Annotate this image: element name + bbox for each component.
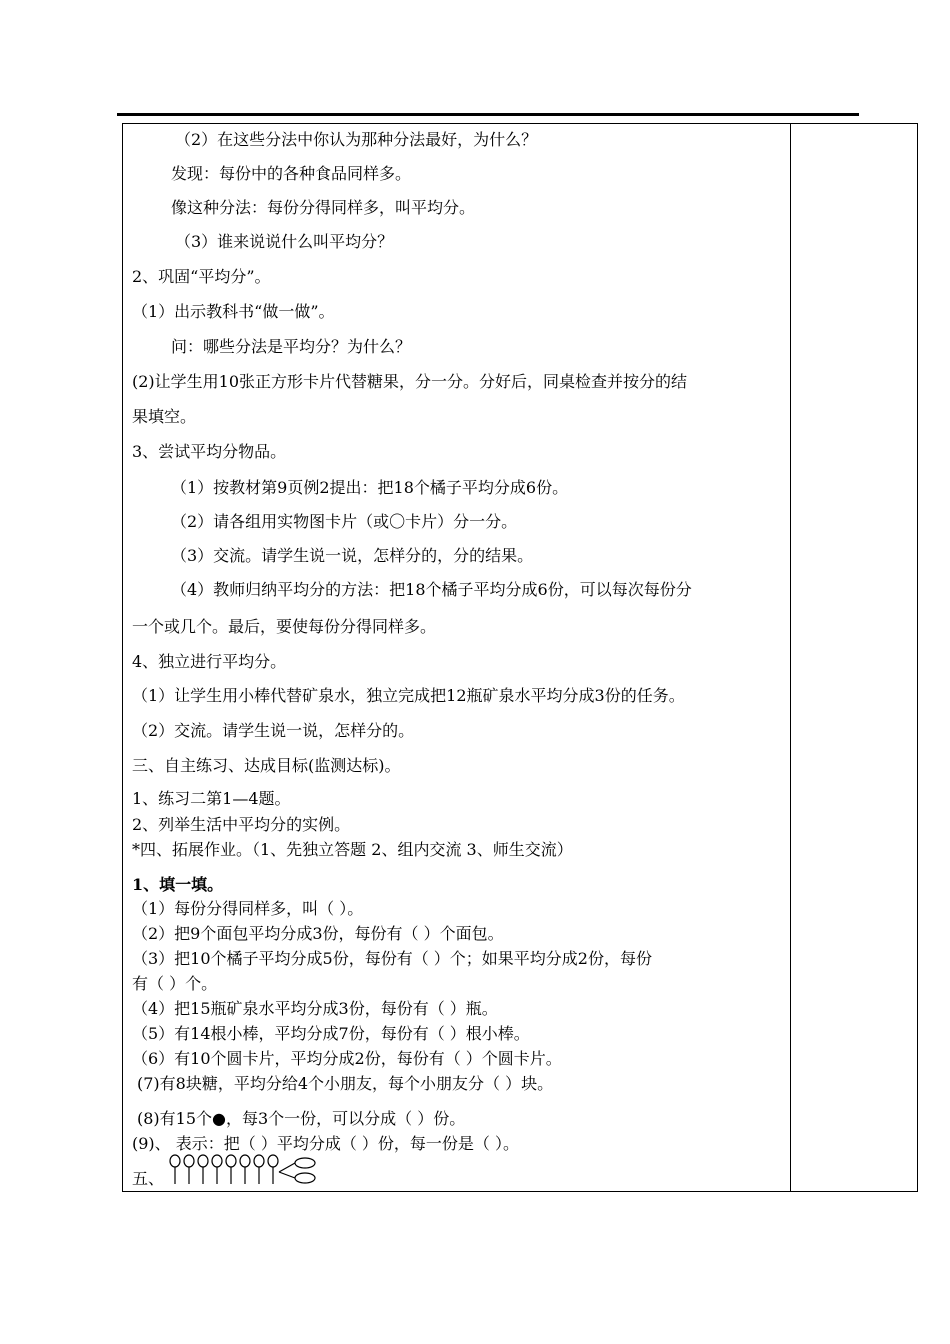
text-line: （1）出示教科书“做一做”。 (132, 302, 335, 321)
text-line: （1）每份分得同样多，叫（ ）。 (132, 899, 364, 918)
text-line: 2、列举生活中平均分的实例。 (132, 815, 351, 834)
lollipop-icon (170, 1155, 180, 1184)
lollipop-icon (268, 1155, 278, 1184)
header-rule (117, 113, 859, 116)
lollipop-icon (226, 1155, 236, 1184)
text-line: （2）交流。请学生说一说，怎样分的。 (132, 721, 415, 740)
text-line: （2）请各组用实物图卡片（或〇卡片）分一分。 (171, 512, 518, 531)
text-line: (2)让学生用10张正方形卡片代替糖果，分一分。分好后，同桌检查并按分的结 (132, 372, 688, 391)
text-line: （5）有14根小棒，平均分成7份，每份有（ ）根小棒。 (132, 1024, 530, 1043)
lesson-table (122, 123, 918, 1192)
lollipop-figure (163, 1154, 323, 1188)
text-line: 3、尝试平均分物品。 (132, 442, 287, 461)
text-line: （1）按教材第9页例2提出：把18个橘子平均分成6份。 (171, 478, 569, 497)
sideways-lollipop-icon (279, 1172, 315, 1183)
text-line: 1、练习二第1—4题。 (132, 789, 291, 808)
text-line: 问：哪些分法是平均分？为什么？ (171, 337, 412, 356)
column-divider (790, 124, 791, 1191)
text-line: （6）有10个圆卡片，平均分成2份，每份有（ ）个圆卡片。 (132, 1049, 562, 1068)
text-line: (7)有8块糖，平均分给4个小朋友，每个小朋友分（ ）块。 (137, 1074, 554, 1093)
lollipop-icon (212, 1155, 222, 1184)
text-line: (9)、 表示：把（ ）平均分成（ ）份，每一份是（ ）。 (132, 1134, 520, 1153)
lollipop-icon (184, 1155, 194, 1184)
text-line: 五、 (132, 1169, 165, 1188)
sideways-lollipop-icon (279, 1158, 315, 1172)
text-line: 4、独立进行平均分。 (132, 652, 287, 671)
text-line: （2）在这些分法中你认为那种分法最好，为什么？ (175, 130, 538, 149)
text-line: 果填空。 (132, 407, 197, 426)
text-line: (8)有15个●，每3个一份，可以分成（ ）份。 (137, 1109, 466, 1128)
lollipop-icon (254, 1155, 264, 1184)
lollipop-icon (198, 1155, 208, 1184)
text-line: （2）把9个面包平均分成3份，每份有（ ）个面包。 (132, 924, 504, 943)
text-line: 三、自主练习、达成目标(监测达标)。 (132, 756, 401, 775)
text-line: 发现：每份中的各种食品同样多。 (171, 164, 412, 183)
text-line: 有（ ）个。 (132, 974, 218, 993)
text-line: （3）把10个橘子平均分成5份，每份有（ ）个；如果平均分成2份，每份 (132, 949, 652, 968)
text-line: *四、拓展作业。（1、先独立答题 2、组内交流 3、师生交流） (132, 840, 573, 859)
text-line: 2、巩固“平均分”。 (132, 267, 271, 286)
text-line: 一个或几个。最后，要使每份分得同样多。 (132, 617, 437, 636)
text-line: （4）教师归纳平均分的方法：把18个橘子平均分成6份，可以每次每份分 (171, 580, 692, 599)
text-line: （3）交流。请学生说一说，怎样分的，分的结果。 (171, 546, 534, 565)
section-heading: 1、填一填。 (132, 875, 224, 894)
text-line: （1）让学生用小棒代替矿泉水，独立完成把12瓶矿泉水平均分成3份的任务。 (132, 686, 685, 705)
lollipop-icon (240, 1155, 250, 1184)
text-line: （3）谁来说说什么叫平均分？ (175, 232, 394, 251)
text-line: （4）把15瓶矿泉水平均分成3份，每份有（ ）瓶。 (132, 999, 498, 1018)
text-line: 像这种分法：每份分得同样多，叫平均分。 (171, 198, 476, 217)
